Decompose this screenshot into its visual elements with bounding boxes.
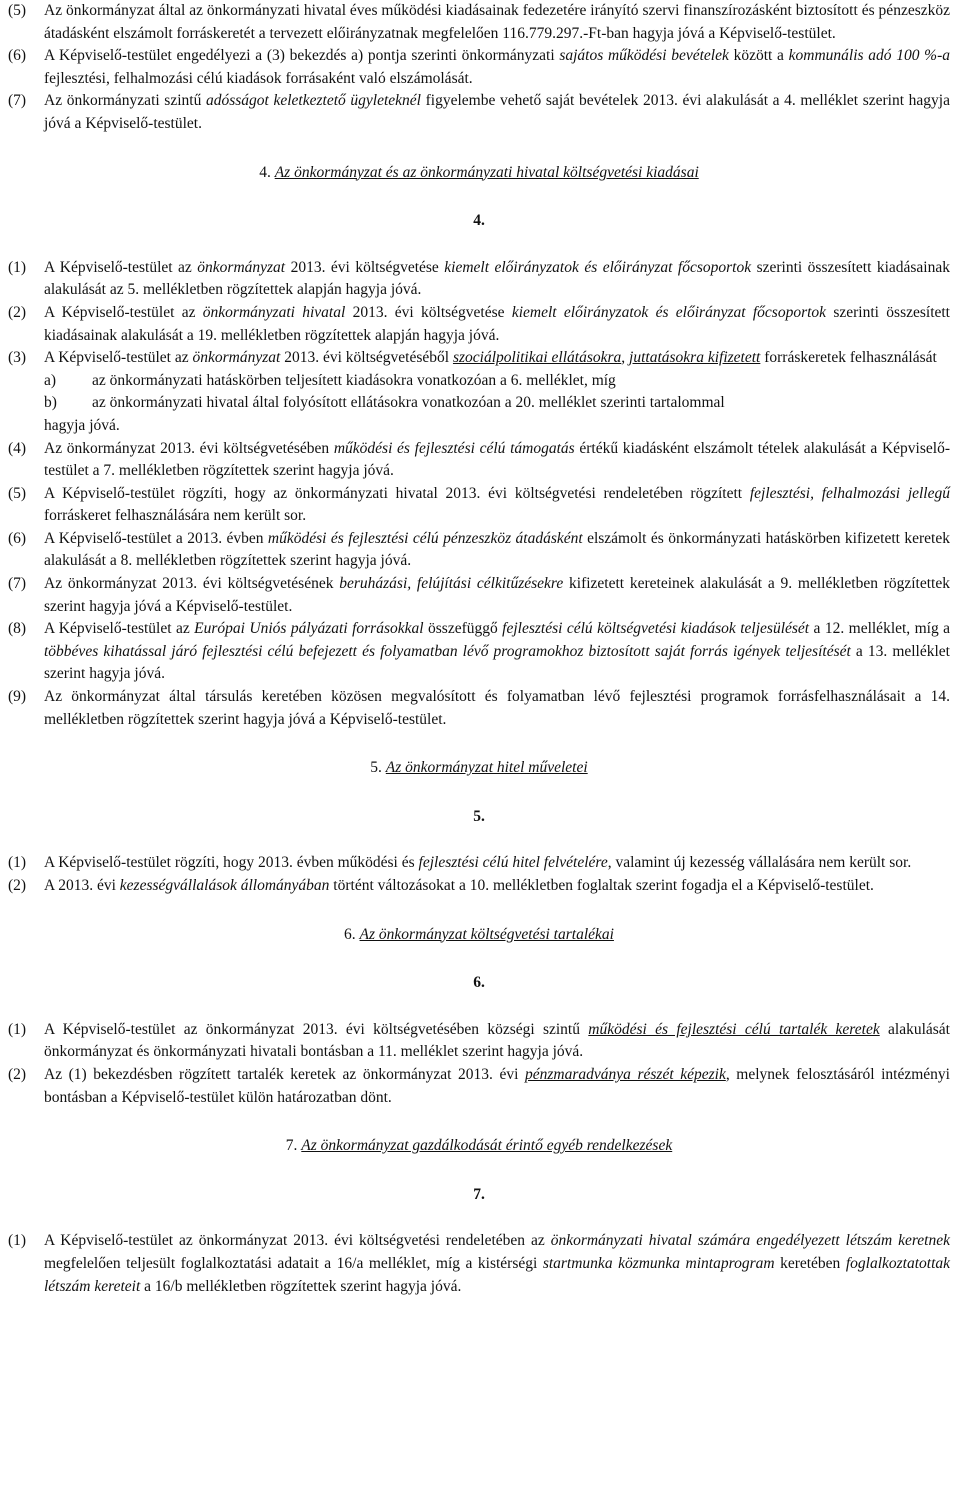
paragraph-text: A Képviselő-testület az önkormányzat 2013. évi költségvetési rendeletében az önkormányzati hivatal számára engedélyezett létszám keretnek megfelelően teljesült foglalkoztatási adatait a 16/a melléklet, míg a kistérségi startmunka közmunka mintaprogram keretében foglalkoztatottak létszám kereteit a 16/b mellékletben rögzítettek szerint hagyja jóvá. xyxy=(44,1232,951,1295)
s4-paragraph-6 xyxy=(8,528,950,573)
subitem-text: az önkormányzati hivatal által folyósított ellátásokra vonatkozóan a 20. melléklet szerinti tartalommal xyxy=(92,394,725,412)
paragraph-text: A Képviselő-testület az önkormányzati hivatal 2013. évi költségvetése kiemelt előirányzatok és előirányzat főcsoportok szerinti összesített kiadásainak alakulását a 19. mellékletben rögzítettek alapján hagyja jóvá. xyxy=(44,303,950,344)
section-5-heading: 5. Az önkormányzat hitel műveletei xyxy=(370,759,588,777)
section-4-heading: 4. Az önkormányzat és az önkormányzati hivatal költségvetési kiadásai xyxy=(259,163,699,181)
paragraph-number: (3) xyxy=(8,349,27,367)
section-7-heading: 7. Az önkormányzat gazdálkodását érintő egyéb rendelkezések xyxy=(285,1137,673,1155)
paragraph-number: (6) xyxy=(8,47,27,65)
s4-subitem-b xyxy=(44,392,950,415)
s4-subitem-a xyxy=(44,370,950,393)
paragraph-text: Az önkormányzat 2013. évi költségvetésében működési és fejlesztési célú támogatás értékű kiadásként elszámolt tételek alakulását a Képviselő-testület a 7. mellékletben rögzítettek szerint hagyja jóvá. xyxy=(44,439,950,480)
paragraph-number: (2) xyxy=(8,1065,27,1083)
s4-paragraph-4 xyxy=(8,438,950,483)
paragraph-number: (1) xyxy=(8,258,27,276)
section-4-number: 4. xyxy=(473,212,485,230)
s7-paragraph-1 xyxy=(8,1230,950,1298)
paragraph-number: (1) xyxy=(8,854,27,872)
s6-paragraph-1 xyxy=(8,1019,950,1064)
paragraph-text: A Képviselő-testület az Európai Uniós pályázati forrásokkal összefüggő fejlesztési célú költségvetési kiadások teljesülését a 12. melléklet, míg a többéves kihatással járó fejlesztési célú befejezett és folyamatban lévő programokhoz biztosított saját forrás igények teljesítését a 13. melléklet szerint hagyja jóvá. xyxy=(44,620,951,683)
paragraph-7 xyxy=(8,90,950,135)
subitem-label: b) xyxy=(44,394,57,412)
paragraph-text: Az önkormányzat által az önkormányzati hivatal éves működési kiadásainak fedezetére irányító szervi finanszírozásként biztosított és pénzeszköz átadásként elszámolt forráskeretét a tervezett előirányzatnak megfelelően 116.779.297.-Ft-ban hagyja jóvá a Képviselő-testület. xyxy=(44,2,950,42)
s4-paragraph-8 xyxy=(8,618,950,686)
paragraph-number: (6) xyxy=(8,529,27,547)
s4-paragraph-2 xyxy=(8,302,950,347)
s4-paragraph-3 xyxy=(8,347,950,370)
paragraph-text: A Képviselő-testület az önkormányzat 2013. évi költségvetésében községi szintű működési és fejlesztési célú tartalék keretek alakulását önkormányzat és önkormányzati hivatali bontásban a 11. melléklet szerint hagyja jóvá. xyxy=(44,1020,950,1061)
paragraph-text: Az önkormányzat által társulás keretében közösen megvalósított és folyamatban lévő fejlesztési programok forrásfelhasználásait a 14. mellékletben rögzítettek szerint hagyja jóvá a Képviselő-testület. xyxy=(44,688,950,728)
paragraph-6 xyxy=(8,45,950,90)
paragraph-number: (4) xyxy=(8,439,27,457)
s6-paragraph-2 xyxy=(8,1064,950,1109)
paragraph-text: A Képviselő-testület az önkormányzat 2013. évi költségvetéséből szociálpolitikai ellátásokra, juttatásokra kifizetett forráskeretek felhasználását xyxy=(44,349,937,367)
s4-paragraph-5 xyxy=(8,483,950,528)
paragraph-number: (5) xyxy=(8,484,27,502)
paragraph-number: (2) xyxy=(8,877,27,894)
paragraph-number: (1) xyxy=(8,1232,27,1250)
s4-paragraph-7 xyxy=(8,573,950,618)
paragraph-text: A Képviselő-testület rögzíti, hogy az önkormányzati hivatal 2013. évi költségvetési rendeletében rögzített fejlesztési, felhalmozási jellegű forráskeret felhasználására nem került sor. xyxy=(44,484,950,525)
subitem-text: az önkormányzati hatáskörben teljesített kiadásokra vonatkozóan a 6. melléklet, míg xyxy=(92,371,616,389)
section-5-number: 5. xyxy=(473,807,485,825)
paragraph-number: (5) xyxy=(8,2,27,19)
paragraph-5 xyxy=(8,0,950,45)
indent xyxy=(8,415,44,438)
paragraph-text: A Képviselő-testület a 2013. évben működési és fejlesztési célú pénzeszköz átadásként elszámolt és önkormányzati hatáskörben kifizetett keretek alakulását a 8. mellékletben rögzítettek szerint hagyja jóvá. xyxy=(44,529,950,570)
paragraph-text: Az önkormányzati szintű adósságot keletkeztető ügyleteknél figyelembe vehető saját bevételek 2013. évi alakulását a 4. melléklet szerint hagyja jóvá a Képviselő-testület. xyxy=(44,92,950,132)
paragraph-number: (8) xyxy=(8,620,27,638)
paragraph-number: (7) xyxy=(8,575,27,593)
section-6-heading: 6. Az önkormányzat költségvetési tartalékai xyxy=(344,925,614,943)
paragraph-text: A Képviselő-testület engedélyezi a (3) bekezdés a) pontja szerinti önkormányzati sajátos működési bevételek között a kommunális adó 100 %-a fejlesztési, felhalmozási célú kiadások forrásaként való elszámolását. xyxy=(44,47,950,87)
s4-paragraph-1 xyxy=(8,257,950,302)
paragraph-text: Az önkormányzat 2013. évi költségvetésének beruházási, felújítási célkitűzésekre kifizetett kereteinek alakulását a 9. mellékletben rögzítettek szerint hagyja jóvá a Képviselő-testület. xyxy=(44,575,950,615)
paragraph-text: hagyja jóvá. xyxy=(44,416,120,434)
subitem-label: a) xyxy=(44,371,57,389)
paragraph-text: Az (1) bekezdésben rögzített tartalék keretek az önkormányzat 2013. évi pénzmaradványa részét képezik, melynek felosztásáról intézményi bontásban a Képviselő-testület külön határozatban dönt. xyxy=(44,1065,950,1106)
s4-paragraph-9 xyxy=(8,686,950,731)
paragraph-text: A Képviselő-testület rögzíti, hogy 2013. évben működési és fejlesztési célú hitel felvételére, valamint új kezesség vállalására nem került sor. xyxy=(44,854,912,872)
section-7-number: 7. xyxy=(473,1185,485,1203)
s4-paragraph-3-end xyxy=(8,415,950,438)
paragraph-number: (9) xyxy=(8,688,27,706)
paragraph-number: (7) xyxy=(8,92,27,110)
section-6-number: 6. xyxy=(473,974,485,992)
paragraph-text: A Képviselő-testület az önkormányzat 2013. évi költségvetése kiemelt előirányzatok és előirányzat főcsoportok szerinti összesített kiadásainak alakulását az 5. mellékletben rögzítettek alapján hagyja jóvá. xyxy=(44,258,950,299)
paragraph-text: A 2013. évi kezességvállalások állományában történt változásokat a 10. mellékletben foglaltak szerint fogadja el a Képviselő-testület. xyxy=(44,877,874,894)
paragraph-number: (1) xyxy=(8,1020,27,1038)
s5-paragraph-2 xyxy=(8,875,950,898)
s5-paragraph-1 xyxy=(8,852,950,875)
paragraph-number: (2) xyxy=(8,303,27,321)
